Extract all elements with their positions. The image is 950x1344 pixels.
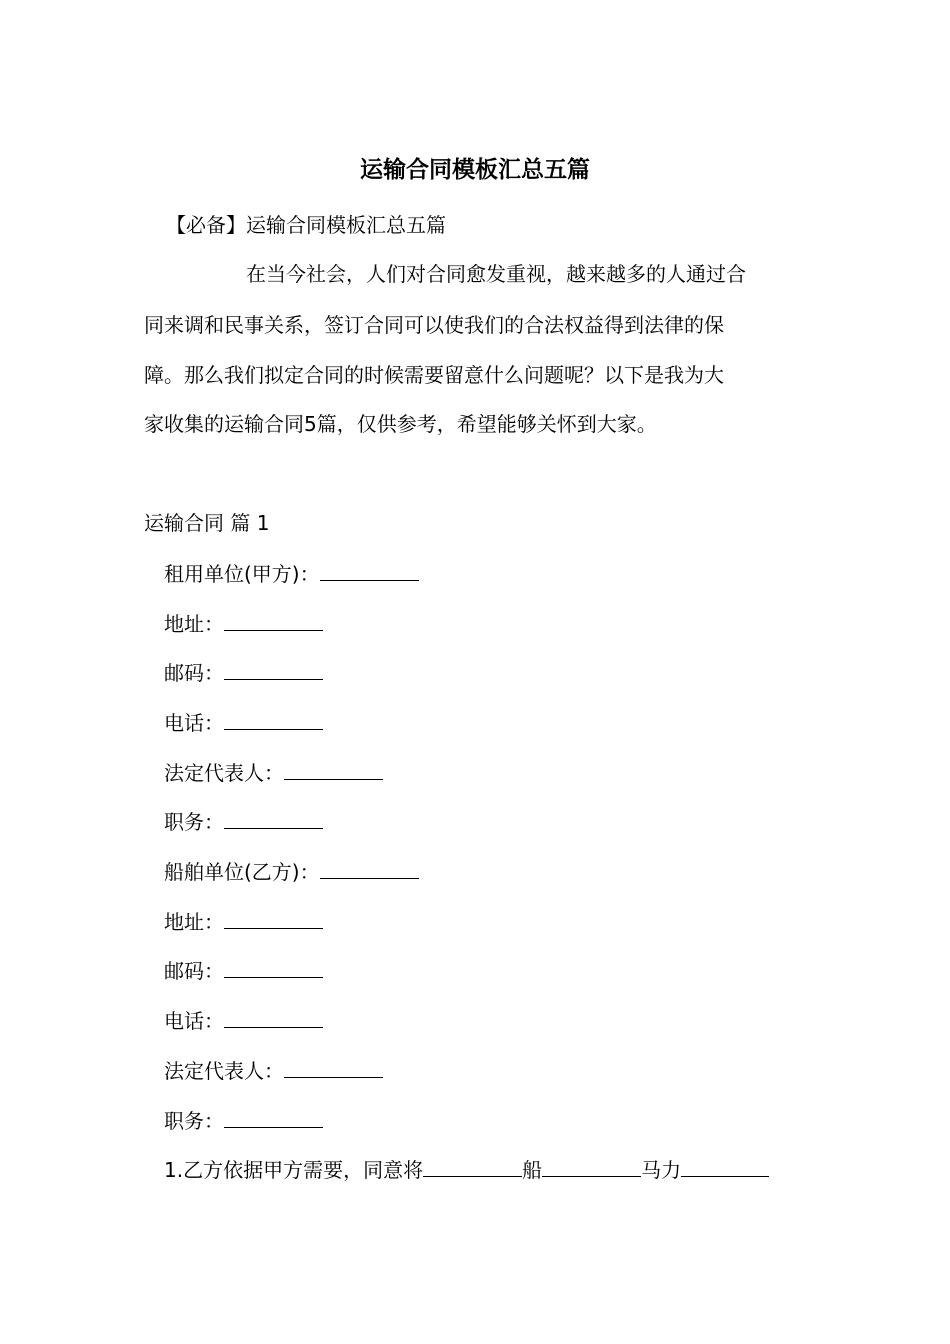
field-label: 租用单位(甲方)： — [164, 562, 320, 586]
field-postcode-b — [164, 955, 323, 986]
clause-text: 1.乙方依据甲方需要，同意将 — [164, 1158, 424, 1182]
field-postcode-a — [164, 657, 323, 688]
field-phone-b — [164, 1005, 323, 1036]
field-label: 法定代表人： — [164, 761, 284, 785]
clause-1 — [164, 1154, 769, 1185]
field-label: 电话： — [164, 1009, 224, 1033]
field-label: 邮码： — [164, 959, 224, 983]
field-label: 邮码： — [164, 661, 224, 685]
blank-line — [681, 1154, 769, 1177]
document-title: 运输合同模板汇总五篇 — [360, 157, 590, 183]
field-position-a — [164, 806, 323, 837]
intro-line-4: 家收集的运输合同5篇，仅供参考，希望能够关怀到大家。 — [144, 412, 657, 436]
field-label: 电话： — [164, 711, 224, 735]
blank-line — [284, 1055, 383, 1078]
blank-line — [320, 558, 419, 581]
clause-text: 船 — [522, 1158, 543, 1182]
field-label: 地址： — [164, 612, 224, 636]
blank-line — [224, 608, 323, 631]
intro-line-1: 在当今社会，人们对合同愈发重视，越来越多的人通过合 — [246, 262, 746, 286]
field-lessee-unit — [164, 558, 419, 589]
blank-line — [224, 1005, 323, 1028]
blank-line — [284, 757, 383, 780]
blank-line — [423, 1154, 522, 1177]
field-position-b — [164, 1105, 323, 1136]
field-label: 职务： — [164, 1109, 224, 1133]
field-legal-rep-a — [164, 757, 383, 788]
blank-line — [224, 707, 323, 730]
field-ship-unit — [164, 856, 419, 887]
document-subtitle: 【必备】运输合同模板汇总五篇 — [166, 213, 446, 237]
field-label: 法定代表人： — [164, 1059, 284, 1083]
field-label: 船舶单位(乙方)： — [164, 860, 320, 884]
field-phone-a — [164, 707, 323, 738]
field-address-a — [164, 608, 323, 639]
intro-line-2: 同来调和民事关系，签订合同可以使我们的合法权益得到法律的保 — [144, 313, 724, 337]
clause-text: 马力 — [641, 1158, 682, 1182]
field-label: 职务： — [164, 810, 224, 834]
field-legal-rep-b — [164, 1055, 383, 1086]
blank-line — [224, 657, 323, 680]
blank-line — [224, 906, 323, 929]
blank-line — [224, 806, 323, 829]
blank-line — [320, 856, 419, 879]
blank-line — [224, 955, 323, 978]
intro-line-3: 障。那么我们拟定合同的时候需要留意什么问题呢？以下是我为大 — [144, 363, 724, 387]
blank-line — [224, 1105, 323, 1128]
field-address-b — [164, 906, 323, 937]
section-heading: 运输合同 篇 1 — [144, 511, 270, 535]
blank-line — [542, 1154, 641, 1177]
field-label: 地址： — [164, 910, 224, 934]
